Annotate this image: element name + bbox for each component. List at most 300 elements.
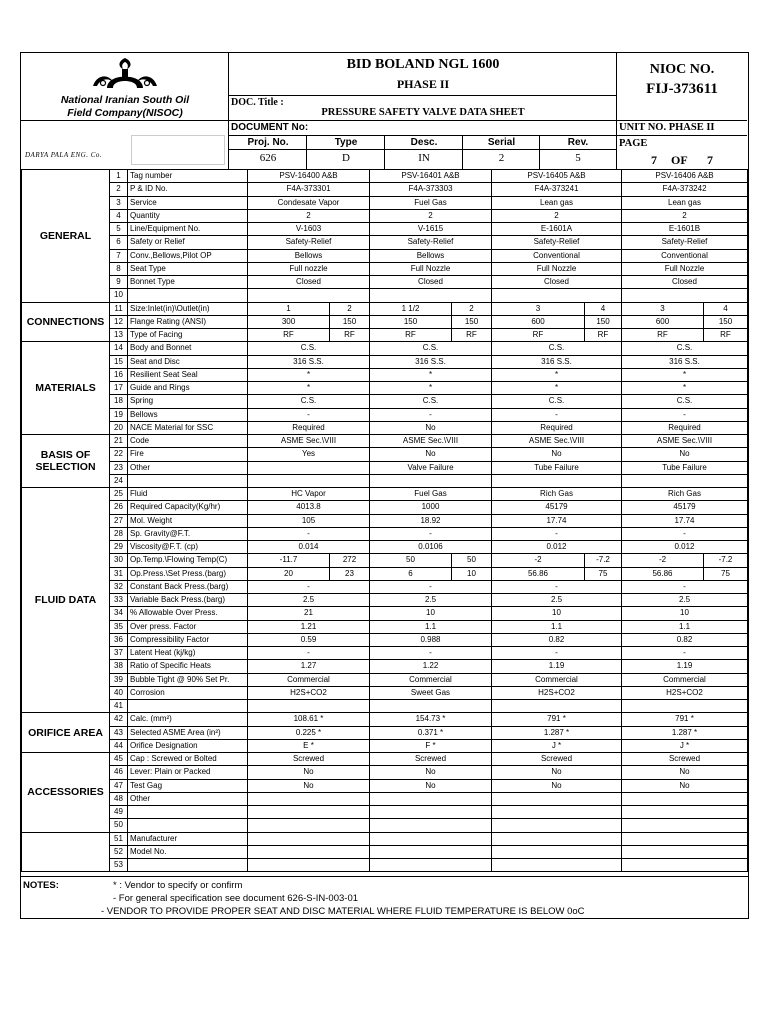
value-cell: 0.012 [622, 541, 748, 554]
value-cell: -7.2 [585, 554, 622, 567]
table-row [22, 223, 748, 236]
value-cell: Conventional [622, 249, 748, 262]
value-cell: 3 [622, 302, 704, 315]
value-cell: 3 [492, 302, 585, 315]
row-number: 16 [110, 368, 128, 381]
row-label [128, 474, 248, 487]
value-cell: V-1603 [248, 223, 370, 236]
table-row [22, 183, 748, 196]
value-cell: Full nozzle [248, 262, 370, 275]
doc-fields-row [229, 136, 617, 169]
value-cell: 0.012 [492, 541, 622, 554]
value-cell: Required [622, 421, 748, 434]
row-number: 12 [110, 315, 128, 328]
table-row [22, 474, 748, 487]
project-title-cell [229, 53, 617, 96]
section-title: BASIS OF SELECTION [22, 435, 110, 488]
value-cell: J * [492, 739, 622, 752]
value-cell: 18.92 [370, 514, 492, 527]
value-cell: 150 [704, 315, 748, 328]
value-cell: 23 [330, 567, 370, 580]
value-cell [492, 819, 622, 832]
value-cell [370, 700, 492, 713]
value-cell: F4A-373241 [492, 183, 622, 196]
value-cell: No [492, 779, 622, 792]
row-label: Cap : Screwed or Bolted [128, 753, 248, 766]
value-cell [622, 700, 748, 713]
value-cell: * [622, 368, 748, 381]
table-row [22, 315, 748, 328]
nioc-logo-icon [85, 56, 165, 90]
value-cell: 0.0106 [370, 541, 492, 554]
row-number: 41 [110, 700, 128, 713]
value-cell [622, 859, 748, 872]
value-cell: E * [248, 739, 370, 752]
row-label [128, 289, 248, 302]
row-label: Compressibility Factor [128, 633, 248, 646]
table-row [22, 236, 748, 249]
value-cell: 75 [585, 567, 622, 580]
value-cell: RF [585, 329, 622, 342]
value-cell: 10 [452, 567, 492, 580]
value-cell: * [370, 368, 492, 381]
company-logo-cell [21, 53, 229, 121]
value-cell: 150 [585, 315, 622, 328]
company-name-line2: Field Company(NISOC) [67, 107, 183, 119]
table-row [22, 421, 748, 434]
value-cell: 2 [492, 209, 622, 222]
value-cell: 1 [248, 302, 330, 315]
doc-title-cell [229, 96, 617, 121]
value-cell: RF [622, 329, 704, 342]
table-row [22, 633, 748, 646]
value-cell: No [622, 766, 748, 779]
value-cell: Rich Gas [492, 488, 622, 501]
row-label: Conv.,Bellows,Pilot OP [128, 249, 248, 262]
table-row [22, 713, 748, 726]
value-cell [248, 832, 370, 845]
value-cell: RF [370, 329, 452, 342]
row-label: Quantity [128, 209, 248, 222]
value-cell [370, 832, 492, 845]
value-cell: Yes [248, 448, 370, 461]
value-cell: ASME Sec.\VIII [492, 435, 622, 448]
table-row [22, 355, 748, 368]
value-cell: C.S. [248, 342, 370, 355]
value-cell: PSV-16400 A&B [248, 170, 370, 183]
value-cell: Lean gas [492, 196, 622, 209]
row-number: 21 [110, 435, 128, 448]
value-cell: H2S+CO2 [248, 686, 370, 699]
row-number: 20 [110, 421, 128, 434]
value-cell: 2.5 [492, 594, 622, 607]
value-cell: Closed [248, 276, 370, 289]
value-cell: 17.74 [492, 514, 622, 527]
nioc-label: NIOC NO. [649, 62, 715, 77]
value-cell [248, 700, 370, 713]
row-number: 27 [110, 514, 128, 527]
table-row [22, 302, 748, 315]
doc-title: PRESSURE SAFETY VALVE DATA SHEET [321, 107, 525, 118]
value-cell: - [492, 647, 622, 660]
value-cell: Condesate Vapor [248, 196, 370, 209]
doc-field-value: 626 [259, 152, 277, 164]
row-number: 31 [110, 567, 128, 580]
value-cell [248, 474, 370, 487]
row-number: 33 [110, 594, 128, 607]
value-cell: PSV-16401 A&B [370, 170, 492, 183]
table-row [22, 660, 748, 673]
row-number: 43 [110, 726, 128, 739]
row-number: 32 [110, 580, 128, 593]
row-number: 29 [110, 541, 128, 554]
row-number: 22 [110, 448, 128, 461]
row-number: 50 [110, 819, 128, 832]
table-row [22, 726, 748, 739]
row-number: 14 [110, 342, 128, 355]
value-cell: - [370, 580, 492, 593]
value-cell: - [370, 527, 492, 540]
value-cell: 50 [452, 554, 492, 567]
value-cell: - [622, 647, 748, 660]
value-cell [248, 461, 370, 474]
doc-field-rev [540, 136, 616, 169]
value-cell: 6 [370, 567, 452, 580]
table-row [22, 541, 748, 554]
value-cell [492, 700, 622, 713]
row-label: Constant Back Press.(barg) [128, 580, 248, 593]
row-number: 34 [110, 607, 128, 620]
value-cell: 2.5 [370, 594, 492, 607]
row-label: Ratio of Specific Heats [128, 660, 248, 673]
value-cell: 17.74 [622, 514, 748, 527]
value-cell: Safety-Relief [622, 236, 748, 249]
value-cell: RF [248, 329, 330, 342]
value-cell: 1.19 [622, 660, 748, 673]
value-cell: PSV-16406 A&B [622, 170, 748, 183]
section-title: FLUID DATA [22, 488, 110, 713]
value-cell: C.S. [370, 342, 492, 355]
row-label: Service [128, 196, 248, 209]
row-label [128, 859, 248, 872]
value-cell: No [370, 421, 492, 434]
value-cell: 2.5 [248, 594, 370, 607]
value-cell: - [248, 580, 370, 593]
value-cell: 10 [492, 607, 622, 620]
value-cell: Safety-Relief [248, 236, 370, 249]
value-cell: 0.988 [370, 633, 492, 646]
value-cell: - [370, 408, 492, 421]
value-cell [622, 845, 748, 858]
table-row [22, 395, 748, 408]
value-cell [492, 806, 622, 819]
value-cell [248, 859, 370, 872]
row-number: 24 [110, 474, 128, 487]
table-row [22, 435, 748, 448]
row-label: Code [128, 435, 248, 448]
row-number: 3 [110, 196, 128, 209]
row-label: Size:Inlet(in)\Outlet(in) [128, 302, 248, 315]
value-cell: C.S. [248, 395, 370, 408]
table-row [22, 382, 748, 395]
value-cell: Rich Gas [622, 488, 748, 501]
table-row [22, 594, 748, 607]
row-label: Other [128, 792, 248, 805]
row-number: 23 [110, 461, 128, 474]
value-cell [492, 474, 622, 487]
value-cell [492, 832, 622, 845]
value-cell: Conventional [492, 249, 622, 262]
table-row [22, 527, 748, 540]
value-cell: No [248, 779, 370, 792]
table-row [22, 607, 748, 620]
row-number: 2 [110, 183, 128, 196]
value-cell: * [248, 382, 370, 395]
value-cell: E-1601A [492, 223, 622, 236]
value-cell: Commercial [492, 673, 622, 686]
value-cell: 316 S.S. [370, 355, 492, 368]
row-label: Resilient Seat Seal [128, 368, 248, 381]
row-number: 44 [110, 739, 128, 752]
value-cell: 791 * [622, 713, 748, 726]
project-title: BID BOLAND NGL 1600 [346, 57, 500, 72]
row-number: 10 [110, 289, 128, 302]
table-row [22, 170, 748, 183]
row-label: NACE Material for SSC [128, 421, 248, 434]
value-cell: 4 [704, 302, 748, 315]
section-title: ORIFICE AREA [22, 713, 110, 753]
value-cell: Bellows [370, 249, 492, 262]
value-cell: F * [370, 739, 492, 752]
table-row [22, 779, 748, 792]
row-label: Spring [128, 395, 248, 408]
row-label: Seat Type [128, 262, 248, 275]
row-label: Mol. Weight [128, 514, 248, 527]
value-cell: HC Vapor [248, 488, 370, 501]
table-row [22, 329, 748, 342]
consultant-name: DARYA PALA ENG. Co. [25, 151, 103, 159]
value-cell: 0.225 * [248, 726, 370, 739]
value-cell: 0.014 [248, 541, 370, 554]
doc-field-value: IN [418, 152, 430, 164]
value-cell [248, 792, 370, 805]
row-label [128, 806, 248, 819]
notes-label: NOTES: [23, 880, 59, 891]
value-cell: 45179 [622, 501, 748, 514]
value-cell: 1.27 [248, 660, 370, 673]
value-cell [622, 289, 748, 302]
table-row [22, 408, 748, 421]
value-cell: 105 [248, 514, 370, 527]
row-number: 51 [110, 832, 128, 845]
value-cell: - [370, 647, 492, 660]
value-cell: - [492, 580, 622, 593]
row-number: 45 [110, 753, 128, 766]
row-label: Tag number [128, 170, 248, 183]
table-row [22, 276, 748, 289]
row-label: Op.Press.\Set Press.(barg) [128, 567, 248, 580]
table-row [22, 806, 748, 819]
header-block [21, 53, 747, 169]
value-cell: - [492, 408, 622, 421]
value-cell: * [248, 368, 370, 381]
value-cell: 45179 [492, 501, 622, 514]
value-cell: -7.2 [704, 554, 748, 567]
value-cell: * [622, 382, 748, 395]
table-row [22, 832, 748, 845]
row-number: 8 [110, 262, 128, 275]
value-cell: ASME Sec.\VIII [248, 435, 370, 448]
value-cell: -2 [492, 554, 585, 567]
row-number: 37 [110, 647, 128, 660]
row-number: 1 [110, 170, 128, 183]
value-cell [622, 832, 748, 845]
value-cell: No [248, 766, 370, 779]
value-cell: 2 [622, 209, 748, 222]
row-number: 38 [110, 660, 128, 673]
doc-field-label: Serial [463, 137, 540, 150]
note-line-2: - For general specification see document 626-S-IN-003-01 [113, 893, 359, 904]
document-no-cell [229, 121, 617, 136]
note-line-1: * : Vendor to specify or confirm [113, 880, 243, 891]
value-cell: 1.1 [492, 620, 622, 633]
table-row [22, 289, 748, 302]
page-label: PAGE [619, 138, 648, 149]
value-cell [248, 806, 370, 819]
value-cell: 1.287 * [492, 726, 622, 739]
row-label: Line/Equipment No. [128, 223, 248, 236]
value-cell: 154.73 * [370, 713, 492, 726]
table-row [22, 753, 748, 766]
doc-field-desc [385, 136, 463, 169]
value-cell: 1.1 [622, 620, 748, 633]
value-cell: Full Nozzle [492, 262, 622, 275]
page-number: 7 [651, 153, 657, 167]
value-cell [248, 289, 370, 302]
value-cell: Screwed [622, 753, 748, 766]
nioc-no-cell [617, 53, 747, 121]
value-cell [370, 806, 492, 819]
unit-no-label: UNIT NO. PHASE II [619, 122, 715, 133]
table-row [22, 196, 748, 209]
value-cell: Lean gas [622, 196, 748, 209]
value-cell [370, 859, 492, 872]
row-label: Bubble Tight @ 90% Set Pr. [128, 673, 248, 686]
row-number: 15 [110, 355, 128, 368]
table-row [22, 739, 748, 752]
notes-block [21, 876, 748, 919]
value-cell: 20 [248, 567, 330, 580]
value-cell [622, 806, 748, 819]
value-cell: No [492, 448, 622, 461]
value-cell [622, 474, 748, 487]
doc-field-value: D [342, 152, 350, 164]
value-cell: Full Nozzle [622, 262, 748, 275]
row-number: 30 [110, 554, 128, 567]
value-cell: 272 [330, 554, 370, 567]
table-row [22, 819, 748, 832]
value-cell: Commercial [370, 673, 492, 686]
row-number: 26 [110, 501, 128, 514]
value-cell: * [492, 382, 622, 395]
value-cell: No [492, 766, 622, 779]
value-cell: 50 [370, 554, 452, 567]
row-label: Fire [128, 448, 248, 461]
row-label: Over press. Factor [128, 620, 248, 633]
value-cell: Screwed [370, 753, 492, 766]
row-number: 17 [110, 382, 128, 395]
value-cell [370, 845, 492, 858]
value-cell: Fuel Gas [370, 488, 492, 501]
value-cell: ASME Sec.\VIII [622, 435, 748, 448]
section-title: ACCESSORIES [22, 753, 110, 833]
value-cell: Screwed [492, 753, 622, 766]
value-cell [492, 792, 622, 805]
value-cell [492, 845, 622, 858]
value-cell: 1.1 [370, 620, 492, 633]
row-number: 46 [110, 766, 128, 779]
value-cell [248, 845, 370, 858]
page-cell [617, 136, 747, 169]
value-cell: RF [492, 329, 585, 342]
value-cell: 1 1/2 [370, 302, 452, 315]
row-number: 25 [110, 488, 128, 501]
section-title: MATERIALS [22, 342, 110, 435]
value-cell: F4A-373301 [248, 183, 370, 196]
row-label: Model No. [128, 845, 248, 858]
value-cell: - [248, 408, 370, 421]
value-cell: H2S+CO2 [492, 686, 622, 699]
table-row [22, 673, 748, 686]
value-cell: C.S. [492, 342, 622, 355]
value-cell: Tube Failure [622, 461, 748, 474]
doc-field-label: Type [307, 137, 385, 150]
row-number: 39 [110, 673, 128, 686]
row-label: Corrosion [128, 686, 248, 699]
value-cell: 2.5 [622, 594, 748, 607]
value-cell: - [248, 647, 370, 660]
value-cell: J * [622, 739, 748, 752]
table-row [22, 501, 748, 514]
row-label: Bonnet Type [128, 276, 248, 289]
value-cell: Tube Failure [492, 461, 622, 474]
row-label: Required Capacity(Kg/hr) [128, 501, 248, 514]
row-label: Seat and Disc [128, 355, 248, 368]
data-sheet [20, 52, 749, 919]
value-cell: Closed [622, 276, 748, 289]
value-cell: 316 S.S. [622, 355, 748, 368]
value-cell: 1000 [370, 501, 492, 514]
value-cell: 2 [370, 209, 492, 222]
value-cell: F4A-373303 [370, 183, 492, 196]
value-cell [248, 819, 370, 832]
row-number: 5 [110, 223, 128, 236]
table-row [22, 448, 748, 461]
value-cell [622, 792, 748, 805]
row-label: Bellows [128, 408, 248, 421]
row-label: Manufacturer [128, 832, 248, 845]
value-cell: C.S. [492, 395, 622, 408]
table-row [22, 620, 748, 633]
value-cell: * [492, 368, 622, 381]
value-cell: 1.19 [492, 660, 622, 673]
row-label [128, 700, 248, 713]
value-cell: 1.21 [248, 620, 370, 633]
value-cell [370, 474, 492, 487]
value-cell: 10 [622, 607, 748, 620]
value-cell: -11.7 [248, 554, 330, 567]
row-label: Fluid [128, 488, 248, 501]
